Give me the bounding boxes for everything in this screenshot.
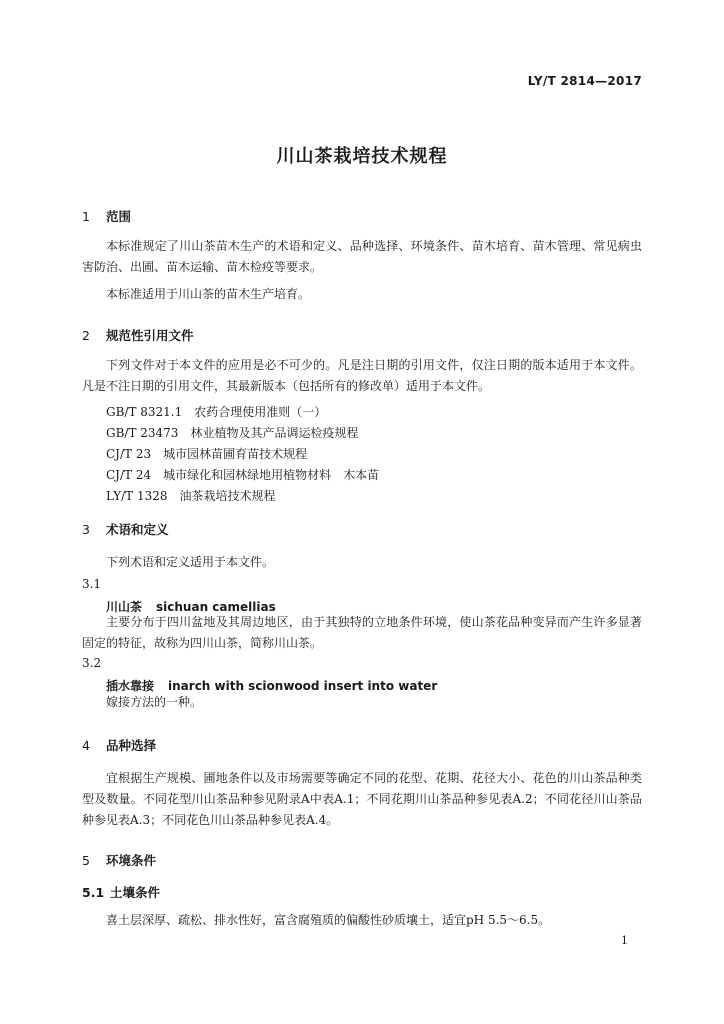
section-5-paragraph-1: 喜土层深厚、疏松、排水性好，富含腐殖质的偏酸性砂质壤土，适宜pH 5.5～6.5。 [106,913,551,927]
subsection-5-1-heading [82,883,160,901]
term-chinese: 插水靠接 [106,679,155,693]
section-number: 5 [82,853,90,868]
section-1-paragraph-2: 本标准适用于川山茶的苗木生产培育。 [106,287,311,301]
section-title: 术语和定义 [106,522,169,537]
section-3-heading [82,520,169,538]
section-number: 3 [82,522,90,537]
term-definition: 主要分布于四川盆地及其周边地区，由于其独特的立地条件环境，使山茶花品种变异而产生许多显著固定的特征，故称为四川山茶，简称川山茶。 [82,615,642,650]
section-title: 规范性引用文件 [106,328,194,343]
subsection-number: 5.1 [82,885,105,900]
section-number: 4 [82,738,90,753]
section-4-heading [82,736,156,754]
section-4-paragraph-1: 宜根据生产规模、圃地条件以及市场需要等确定不同的花型、花期、花径大小、花色的川山茶品种类型及数量。不同花型川山茶品种参见附录A中表A.1；不同花期川山茶品种参见表A.2；不同花径川山茶品种参见表A.3；不同花色川山茶品种参见表A.4。 [82,771,642,827]
document-code: LY/T 2814—2017 [527,74,642,88]
reference-item: CJ/T 24 城市绿化和园林绿地用植物材料 木本苗 [106,468,380,482]
section-2-heading [82,326,194,344]
section-5-heading [82,851,156,869]
section-number: 2 [82,328,90,343]
term-chinese: 川山茶 [106,600,143,614]
term-english: inarch with scionwood insert into water [168,679,438,693]
subsection-title: 土壤条件 [110,885,161,900]
section-title: 环境条件 [106,853,157,868]
section-number: 1 [82,209,90,224]
section-2-paragraph-1: 下列文件对于本文件的应用是必不可少的。凡是注日期的引用文件，仅注日期的版本适用于本文件。凡是不注日期的引用文件，其最新版本（包括所有的修改单）适用于本文件。 [82,358,642,393]
section-1-heading [82,207,131,225]
term-number: 3.2 [82,656,102,670]
term-number: 3.1 [82,577,102,591]
section-3-paragraph-1: 下列术语和定义适用于本文件。 [106,555,275,569]
page-title: 川山茶栽培技术规程 [276,146,448,167]
term-english: sichuan camellias [156,600,276,614]
page-number: 1 [621,934,628,947]
reference-item: LY/T 1328 油茶栽培技术规程 [106,489,276,503]
section-title: 品种选择 [106,738,157,753]
term-definition: 嫁接方法的一种。 [106,695,203,709]
reference-item: GB/T 8321.1 农药合理使用准则（一） [106,405,327,419]
reference-item: GB/T 23473 林业植物及其产品调运检疫规程 [106,426,359,440]
section-title: 范围 [106,209,132,224]
reference-item: CJ/T 23 城市园林苗圃育苗技术规程 [106,447,308,461]
section-1-paragraph-1: 本标准规定了川山茶苗木生产的术语和定义、品种选择、环境条件、苗木培育、苗木管理、常见病虫害防治、出圃、苗木运输、苗木检疫等要求。 [82,239,642,274]
